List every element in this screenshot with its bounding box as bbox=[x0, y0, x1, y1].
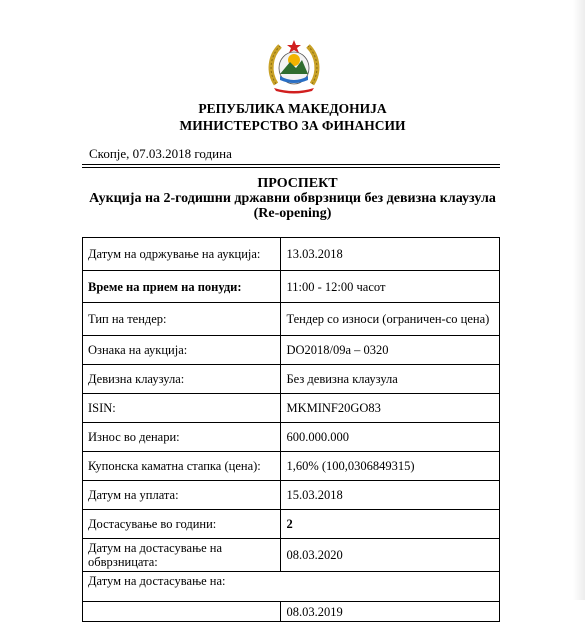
row-label: Девизна клаузула: bbox=[83, 365, 281, 394]
coat-of-arms-emblem bbox=[266, 38, 322, 94]
divider bbox=[82, 164, 500, 165]
auction-details-table bbox=[82, 237, 500, 622]
row-value: 2 bbox=[281, 510, 500, 539]
table-row bbox=[83, 423, 500, 452]
row-value: DO2018/09a – 0320 bbox=[281, 336, 500, 365]
row-value: Тендер со износи (ограничен-со цена) bbox=[281, 303, 500, 336]
table-row bbox=[83, 510, 500, 539]
row-label: Тип на тендер: bbox=[83, 303, 281, 336]
row-label: Датум на одржување на аукција: bbox=[83, 238, 281, 271]
country-name: РЕПУБЛИКА МАКЕДОНИЈА bbox=[198, 101, 387, 116]
row-value: 11:00 - 12:00 часот bbox=[281, 271, 500, 303]
table-row bbox=[83, 602, 500, 622]
place-and-date: Скопје, 07.03.2018 година bbox=[89, 146, 232, 161]
table-row bbox=[83, 539, 500, 572]
row-label: Ознака на аукција: bbox=[83, 336, 281, 365]
row-value: 13.03.2018 bbox=[281, 238, 500, 271]
table-row bbox=[83, 572, 500, 602]
row-value: MKMINF20GO83 bbox=[281, 394, 500, 423]
row-label: Достасување во години: bbox=[83, 510, 281, 539]
row-label: Износ во денари: bbox=[83, 423, 281, 452]
row-value: 1,60% (100,0306849315) bbox=[281, 452, 500, 481]
table-row bbox=[83, 452, 500, 481]
table-row bbox=[83, 365, 500, 394]
table-row bbox=[83, 336, 500, 365]
row-label: Датум на достасување на обврзницата: bbox=[83, 539, 281, 572]
table-row bbox=[83, 394, 500, 423]
reopening-label: (Re-opening) bbox=[253, 206, 332, 221]
row-label: Датум на достасување на: bbox=[83, 572, 500, 602]
row-value: 600.000.000 bbox=[281, 423, 500, 452]
table-row bbox=[83, 238, 500, 271]
document-subtitle: Аукција на 2-годишни државни обврзници без девизна клаузула bbox=[89, 191, 496, 206]
page-edge-shadow bbox=[573, 0, 585, 600]
row-label: Датум на уплата: bbox=[83, 481, 281, 510]
row-label: Купонска каматна стапка (цена): bbox=[83, 452, 281, 481]
row-label bbox=[83, 602, 281, 622]
row-value: 15.03.2018 bbox=[281, 481, 500, 510]
table-row bbox=[83, 303, 500, 336]
document-title: ПРОСПЕКТ bbox=[257, 176, 338, 191]
row-value: Без девизна клаузула bbox=[281, 365, 500, 394]
row-label: ISIN: bbox=[83, 394, 281, 423]
row-value: 08.03.2020 bbox=[281, 539, 500, 572]
row-value: 08.03.2019 bbox=[281, 602, 500, 622]
ministry-name: МИНИСТЕРСТВО ЗА ФИНАНСИИ bbox=[179, 118, 406, 133]
table-row bbox=[83, 481, 500, 510]
row-label: Време на прием на понуди: bbox=[83, 271, 281, 303]
table-row bbox=[83, 271, 500, 303]
